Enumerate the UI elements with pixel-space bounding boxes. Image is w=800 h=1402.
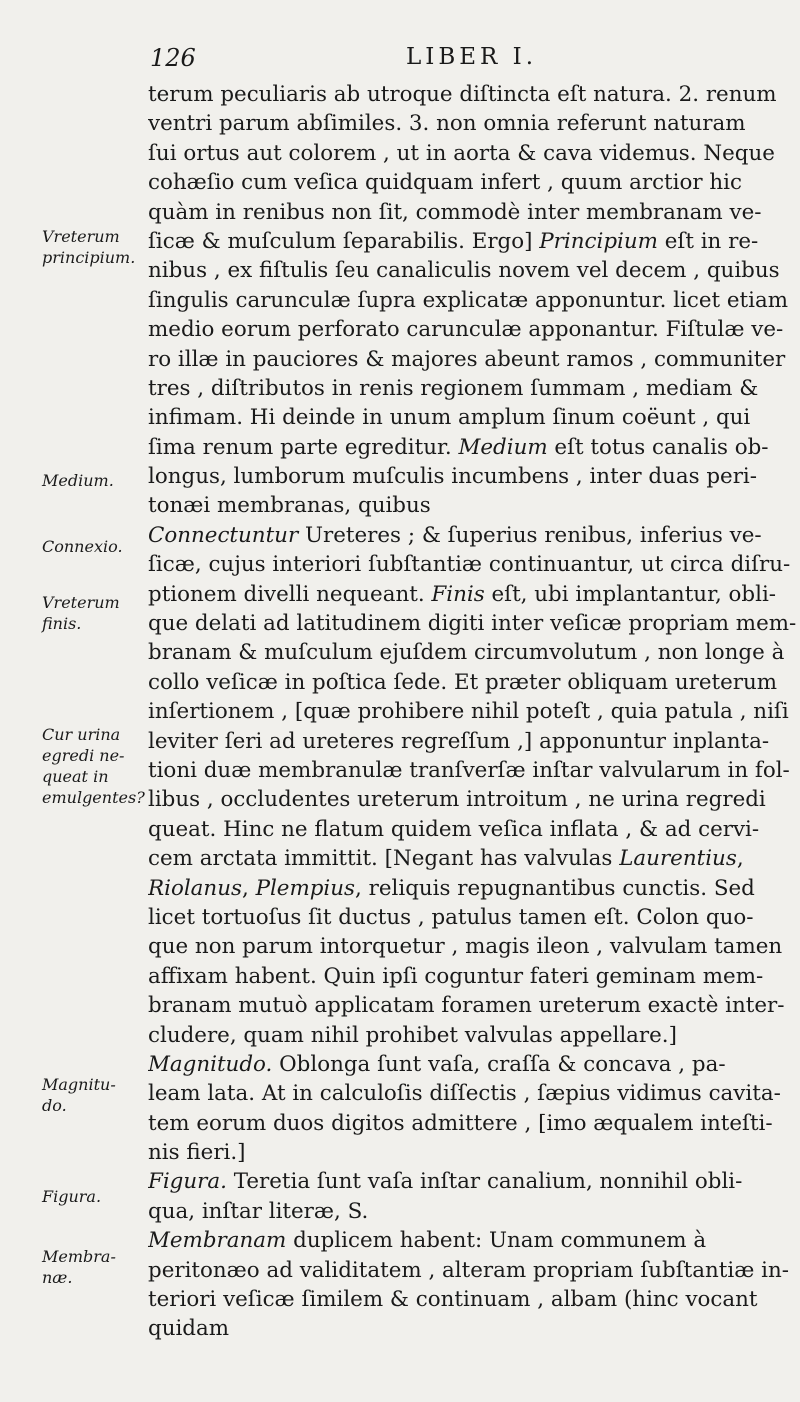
text-run: eſt totus canalis ob- [547, 434, 769, 460]
text-line [148, 403, 798, 432]
text-run: collo veſicæ in poſtica ſede. Et præter obliquam ureterum [148, 669, 778, 695]
margin-note-line: Figura. [42, 1187, 102, 1206]
text-line [148, 1314, 798, 1343]
text-line [148, 139, 798, 168]
margin-note-line: do. [42, 1096, 67, 1115]
text-line [148, 1285, 798, 1314]
text-line [148, 638, 798, 667]
text-line [148, 198, 798, 227]
text-run: cludere, quam nihil prohibet valvulas appellare.] [148, 1022, 677, 1048]
text-run: ſui ortus aut colorem , ut in aorta & cava videmus. Neque [148, 140, 775, 166]
text-run: affixam habent. Quin ipſi coguntur fateri geminam mem- [148, 963, 764, 989]
text-run: tonæi membranas, quibus [148, 493, 431, 519]
text-run: leviter ſeri ad ureteres regreſſum ,] apponuntur inplanta- [148, 728, 770, 754]
page-number: 126 [150, 44, 196, 72]
margin-note-cur-urina [42, 724, 150, 808]
margin-note-medium [42, 470, 150, 491]
text-run: leam lata. At in calculoſis diſſectis , ſæpius vidimus cavita- [148, 1081, 781, 1107]
text-run: tres , diſtributos in renis regionem ſummam , mediam & [148, 375, 759, 401]
text-line [148, 1079, 798, 1108]
text-run: Medium [458, 434, 548, 460]
text-run: cem arctata immittit. [Negant has valvulas [148, 846, 620, 872]
text-line [148, 727, 798, 756]
margin-note-figura [42, 1186, 150, 1207]
text-run: licet tortuoſus ſit ductus , patulus tamen eſt. Colon quo- [148, 904, 754, 930]
margin-note-line: Medium. [42, 471, 114, 490]
text-run: infimam. Hi deinde in unum amplum ſinum coëunt , qui [148, 405, 751, 431]
text-run: cohæſio cum veſica quidquam infert , quum arctior hic [148, 170, 742, 196]
text-run: libus , occludentes ureterum introitum , ne urina regredi [148, 787, 766, 813]
text-line [148, 1050, 798, 1079]
text-run: Finis [431, 581, 485, 607]
text-line [148, 1109, 798, 1138]
margin-note-line: Connexio. [42, 537, 123, 556]
text-run: Figura. [148, 1169, 227, 1195]
text-line [148, 756, 798, 785]
text-run: Magnitudo. [148, 1051, 273, 1077]
text-run: queat. Hinc ne flatum quidem veſica inflata , & ad cervi- [148, 816, 760, 842]
text-run: inſertionem , [quæ prohibere nihil poteſt , quia patula , niſi [148, 699, 789, 725]
text-line [148, 1226, 798, 1255]
text-line [148, 315, 798, 344]
margin-note-line: emulgentes? [42, 788, 145, 807]
text-run: Teretia ſunt vaſa inſtar canalium, nonnihil obli- [226, 1169, 743, 1195]
text-run: nis fieri.] [148, 1140, 246, 1166]
text-run: Plempius [255, 875, 356, 901]
text-run: Membranam [148, 1228, 287, 1254]
margin-note-connexio [42, 536, 150, 557]
text-line [148, 874, 798, 903]
text-run: ro illæ in pauciores & majores abeunt ramos , communiter [148, 346, 786, 372]
text-run: , reliquis repugnantibus cunctis. Sed [355, 875, 755, 901]
text-run: duplicem habent: Unam communem à [286, 1228, 707, 1254]
text-line [148, 844, 798, 873]
text-run: quidam [148, 1316, 230, 1342]
margin-note-line: queat in [42, 767, 109, 786]
text-line [148, 1138, 798, 1167]
text-run: longus, lumborum muſculis incumbens , inter duas peri- [148, 464, 757, 490]
text-run: ventri parum abſimiles. 3. non omnia referunt naturam [148, 111, 746, 137]
text-run: ptionem divelli nequeant. [148, 581, 432, 607]
text-line [148, 903, 798, 932]
text-line [148, 580, 798, 609]
margin-note-line: Vreterum [42, 593, 120, 612]
text-run: que delati ad latitudinem digiti inter veſicæ propriam mem- [148, 611, 797, 637]
text-run: Ureteres ; & ſuperius renibus, inferius ve- [298, 522, 762, 548]
text-line [148, 1021, 798, 1050]
text-line [148, 785, 798, 814]
text-line [148, 374, 798, 403]
text-run: Oblonga ſunt vaſa, craſſa & concava , pa- [272, 1051, 726, 1077]
text-run: , [736, 846, 744, 872]
text-run: ſingulis carunculæ ſupra explicatæ apponuntur. licet etiam [148, 287, 789, 313]
text-run: peritonæo ad validitatem , alteram propriam ſubſtantiæ in- [148, 1257, 789, 1283]
text-line [148, 80, 798, 109]
text-line [148, 345, 798, 374]
text-run: que non parum intorquetur , magis ileon , valvulam tamen [148, 934, 783, 960]
margin-note-line: egredi ne- [42, 746, 125, 765]
text-line [148, 521, 798, 550]
text-run: eſt in re- [657, 228, 759, 254]
margin-note-line: Vreterum [42, 227, 120, 246]
text-run: , [241, 875, 256, 901]
margin-note-line: Membra- [42, 1247, 116, 1266]
text-run: Principium [539, 228, 658, 254]
margin-note-line: Magnitu- [42, 1075, 116, 1094]
text-line [148, 550, 798, 579]
text-run: teriori veſicæ ſimilem & continuam , albam (hinc vocant [148, 1287, 758, 1313]
text-line [148, 286, 798, 315]
body-text [148, 80, 798, 1344]
text-line [148, 1256, 798, 1285]
text-run: branam mutuò applicatam foramen ureterum exactè inter- [148, 993, 785, 1019]
margin-note-line: principium. [42, 248, 136, 267]
text-line [148, 815, 798, 844]
text-run: terum peculiaris ab utroque diſtincta eſt natura. 2. renum [148, 82, 777, 107]
text-run: Riolanus [148, 875, 242, 901]
margin-note-ureterum-finis [42, 592, 150, 634]
text-line [148, 1197, 798, 1226]
margin-note-line: næ. [42, 1268, 73, 1287]
margin-note-ureterum-principium [42, 226, 150, 268]
margin-note-line: finis. [42, 614, 82, 633]
text-run: medio eorum perforato carunculæ apponantur. Fiſtulæ ve- [148, 317, 784, 343]
margin-note-magnitudo [42, 1074, 150, 1116]
text-run: qua, inſtar literæ, S. [148, 1198, 369, 1224]
text-run: branam & muſculum ejuſdem circumvolutum , non longe à [148, 640, 785, 666]
page-header [150, 44, 790, 76]
text-line [148, 932, 798, 961]
text-run: Laurentius [619, 846, 737, 872]
text-line [148, 256, 798, 285]
text-line [148, 433, 798, 462]
text-line [148, 491, 798, 520]
text-line [148, 1167, 798, 1196]
text-line [148, 962, 798, 991]
text-run: Connectuntur [148, 522, 299, 548]
text-line [148, 991, 798, 1020]
text-run: ſicæ & muſculum ſeparabilis. Ergo] [148, 228, 540, 254]
text-line [148, 462, 798, 491]
text-line [148, 168, 798, 197]
text-line [148, 697, 798, 726]
running-head: LIBER I. [406, 44, 538, 70]
margin-note-line: Cur urina [42, 725, 121, 744]
text-run: eſt, ubi implantantur, obli- [484, 581, 777, 607]
text-run: tem eorum duos digitos admittere , [imo æqualem inteſti- [148, 1110, 773, 1136]
text-line [148, 227, 798, 256]
text-run: nibus , ex fiſtulis ſeu canaliculis novem vel decem , quibus [148, 258, 780, 284]
text-run: ſicæ, cujus interiori ſubſtantiæ continuantur, ut circa diſru- [148, 552, 791, 578]
text-line [148, 109, 798, 138]
text-line [148, 668, 798, 697]
margin-note-membranae [42, 1246, 150, 1288]
text-run: tioni duæ membranulæ tranſverſæ inſtar valvularum in fol- [148, 757, 790, 783]
text-run: quàm in renibus non ſit, commodè inter membranam ve- [148, 199, 762, 225]
text-run: ſima renum parte egreditur. [148, 434, 459, 460]
text-line [148, 609, 798, 638]
